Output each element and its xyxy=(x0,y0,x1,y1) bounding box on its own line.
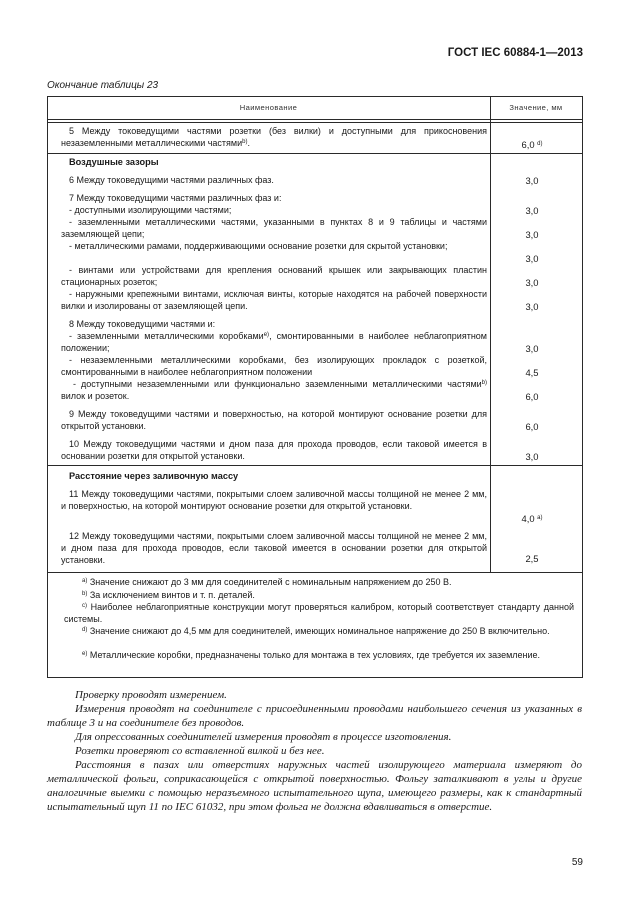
row-6-text: 6 Между токоведущими частями различных фаз. xyxy=(69,175,274,185)
paragraph: Розетки проверяют со вставленной вилкой и без нее. xyxy=(75,745,325,757)
row-7-item-value: 3,0 xyxy=(525,277,539,288)
row-8-item: - незаземленными металлическими коробками, без изолирующих прокладок с розеткой, смонтированными в наиболее неблагоприятном положении xyxy=(61,355,487,377)
paragraph: Проверку проводят измерением. xyxy=(75,689,227,701)
row-7-item: - доступными изолирующими частями; xyxy=(69,205,232,215)
row-8-item-value: 6,0 xyxy=(525,391,539,402)
row-7-item: - винтами или устройствами для крепления оснований крышек или закрывающих пластин стационарных розеток; xyxy=(61,265,487,287)
section-compound-distance: Расстояние через заливочную массу xyxy=(69,471,239,481)
column-header-value: Значение, мм xyxy=(509,103,563,112)
row-5-value: 6,0 $^{d)}$ xyxy=(521,139,543,150)
row-7-item: - наружными крепежными винтами, исключая винты, которые находятся на рабочей поверхности вилки и изолированы от заземляющей цепи. xyxy=(61,289,487,311)
standard-designation: ГОСТ IEC 60884-1—2013 xyxy=(447,47,583,59)
verification-text xyxy=(47,688,582,814)
row-8-item-value: 4,5 xyxy=(525,367,539,378)
row-7-item-value: 3,0 xyxy=(525,253,539,264)
row-11-value: 4,0 $^{a)}$ xyxy=(521,513,543,524)
column-header-name: Наименование xyxy=(239,103,298,112)
paragraph: Для опрессованных соединителей измерения проводят в процессе изготовления. xyxy=(75,731,452,743)
row-7-intro: 7 Между токоведущими частями различных фаз и: xyxy=(69,193,282,203)
row-7-item: - заземленными металлическими частями, указанными в пунктах 8 и 9 таблицы и частями заземляющей цепи; xyxy=(61,217,487,239)
row-7-item-value: 3,0 xyxy=(525,229,539,240)
row-12-text: 12 Между токоведущими частями, покрытыми слоем заливочной массы толщиной не менее 2 мм, и дном паза для прохода проводов, если таковой имеется в основании розетки для открытой установки. xyxy=(61,531,487,565)
row-5-text: 5 Между токоведущими частями розетки (без вилки) и доступными для прикосновения незаземленными металлическими частями$^{b)}$. xyxy=(61,126,487,148)
paragraph: Расстояния в пазах или отверстиях наружных частей изолирующего материала измеряют до металлической фольги, соприкасающейся с открытой поверхностью. Фольгу заталкивают в углы и другие аналогичные выемки с помощью неразъемного испытательного щупа, имеющего размеры, как к стандартный испытательный щуп 11 по IEC 61032, при этом фольга не должна вдавливаться в отверстие. xyxy=(47,759,582,813)
row-8-item-value: 3,0 xyxy=(525,343,539,354)
row-9-value: 6,0 xyxy=(525,421,539,432)
row-8-item: - доступными незаземленными или функционально заземленными металлическими частями$^{b)}$ вилок и розеток. xyxy=(61,379,487,401)
row-10-value: 3,0 xyxy=(525,451,539,462)
footnote-a: $^{a)}$ Значение снижают до 3 мм для соединителей с номинальным напряжением до 250 В. xyxy=(82,577,452,587)
footnote-d: $^{d)}$ Значение снижают до 4,5 мм для соединителей, имеющих номинальное напряжение до 250 В включительно. xyxy=(82,626,550,636)
section-air-clearances: Воздушные зазоры xyxy=(69,157,159,167)
footnote-b: $^{b)}$ За исключением винтов и т. п. деталей. xyxy=(82,590,255,600)
row-6-value: 3,0 xyxy=(525,175,539,186)
row-7-item-value: 3,0 xyxy=(525,205,539,216)
paragraph: Измерения проводят на соединителе с присоединенными проводами наибольшего сечения из указанных в таблице 3 и на соединителе без проводов. xyxy=(47,703,582,729)
row-7-item-value: 3,0 xyxy=(525,301,539,312)
table-continuation-caption: Окончание таблицы 23 xyxy=(47,80,159,91)
row-8-intro: 8 Между токоведущими частями и: xyxy=(69,319,216,329)
page-number: 59 xyxy=(571,857,583,868)
row-9-text: 9 Между токоведущими частями и поверхностью, на которой монтируют основание розетки для открытой установки. xyxy=(61,409,487,431)
footnote-c: $^{c)}$ Наиболее неблагоприятные конструкции могут проверяться калибром, который соответствует стандарту данной системы. xyxy=(64,602,574,624)
footnote-e: $^{e)}$ Металлические коробки, предназначены только для монтажа в тех условиях, где требуется их заземление. xyxy=(82,650,541,660)
row-7-item: - металлическими рамами, поддерживающими основание розетки для скрытой установки; xyxy=(69,241,448,251)
row-11-text: 11 Между токоведущими частями, покрытыми слоем заливочной массы толщиной не менее 2 мм, и поверхностью, на которой монтируют основание розетки для открытой установки. xyxy=(61,489,487,511)
row-10-text: 10 Между токоведущими частями и дном паза для прохода проводов, если таковой имеется в основании розетки для открытой установки. xyxy=(61,439,487,461)
row-12-value: 2,5 xyxy=(525,553,539,564)
row-8-item: - заземленными металлическими коробками$^{e)}$, смонтированными в наиболее неблагоприятном положении; xyxy=(61,331,487,353)
